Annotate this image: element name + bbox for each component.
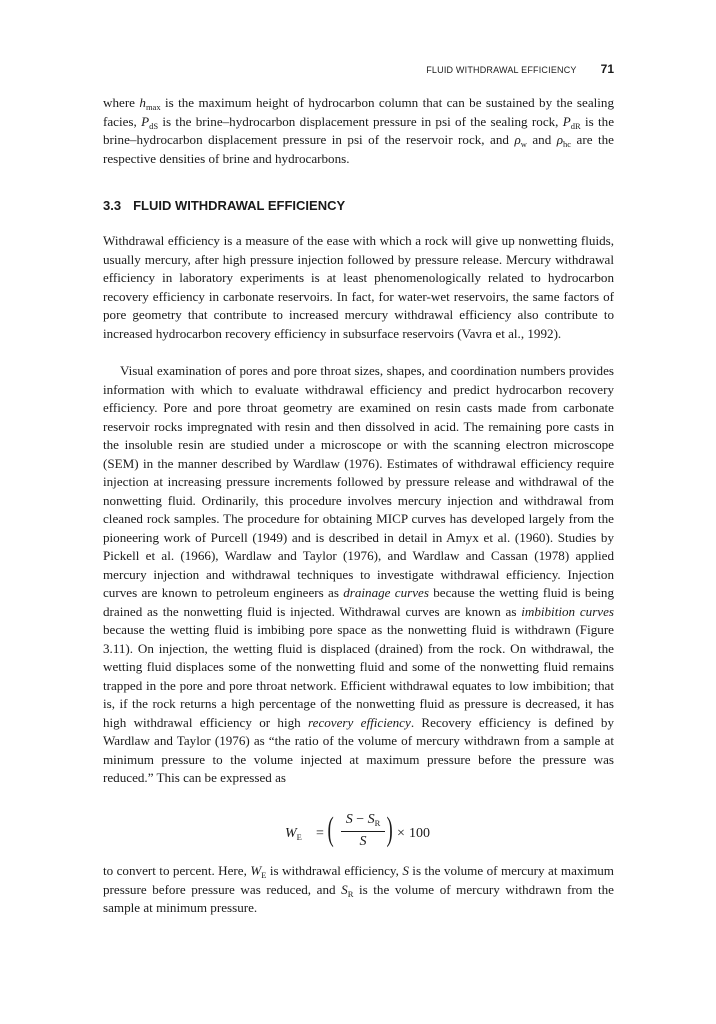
paragraph-equation-explanation: to convert to percent. Here, $W_E$ is withdrawal efficiency, S is the volume of mercury at maximum pressure before pressure was reduced, and $S_R$ is the volume of mercury withdrawn from the sample at minimum pressure. xyxy=(103,863,614,915)
equation-left-paren: ( xyxy=(327,811,334,848)
section-title: FLUID WITHDRAWAL EFFICIENCY xyxy=(133,198,346,213)
section-number: 3.3 xyxy=(103,198,122,213)
page-number: 71 xyxy=(600,62,614,76)
fraction-numerator: $S - S_R$ xyxy=(345,812,381,828)
fraction-denominator: S xyxy=(359,834,367,849)
equation-factor: 100 xyxy=(409,826,430,841)
equation-times: × xyxy=(397,826,405,841)
running-title: FLUID WITHDRAWAL EFFICIENCY xyxy=(426,65,577,75)
running-head xyxy=(103,62,614,78)
paragraph-variable-definitions: where $h_{max}$ is the maximum height of hydrocarbon column that can be sustained by the sealing facies, $P_{dS}$ is the brine–hydrocarbon displacement pressure in psi of the sealing rock, $P_{dR}$ is the brine–hydrocarbon displacement pressure in psi of the reservoir rock, and $\rho_w$ and $\rho_{hc}$ are the respective densities of brine and hydrocarbons. xyxy=(103,95,615,166)
equation-lhs: $W_E$ xyxy=(285,826,302,842)
equation-fraction xyxy=(340,812,386,850)
paragraph-withdrawal-definition: Withdrawal efficiency is a measure of the ease with which a rock will give up nonwetting fluids, usually mercury, after high pressure injection followed by pressure release. Mercury withdrawal efficiency in laboratory experiments is at least phenomenologically related to hydrocarbon recovery efficiency in carbonate reservoirs. In fact, for water-wet reservoirs, the same factors of pore geometry that contribute to increased mercury withdrawal efficiency also contribute to increased hydrocarbon recovery efficiency in subsurface reservoirs (Vavra et al., 1992). xyxy=(103,233,614,341)
paragraph-visual-examination: Visual examination of pores and pore throat sizes, shapes, and coordination numbers provides information with which to evaluate withdrawal efficiency and predict hydrocarbon recovery efficiency. Pore and pore throat geometry are examined on resin casts made from carbonate reservoir rocks impregnated with resin and then dissolved in acid. The remaining pore casts in the insoluble resin are studied under a microscope or with the scanning electron microscope (SEM) in the manner described by Wardlaw (1976). Estimates of withdrawal efficiency require injection at increasing pressure increments followed by pressure release and withdrawal of the nonwetting fluid. Ordinarily, this procedure involves mercury injection and withdrawal from cleaned rock samples. The procedure for obtaining MICP curves has developed largely from the pioneering work of Purcell (1949) and is described in detail in Amyx et al. (1960). Studies by Pickell et al. (1966), Wardlaw and Taylor (1976), and Wardlaw and Cassan (1978) applied mercury injection and withdrawal techniques to investigate withdrawal efficiency. Injection curves are known to petroleum engineers as drainage curves because the wetting fluid is being drained as the nonwetting fluid is injected. Withdrawal curves are known as imbibition curves because the wetting fluid is imbibing pore space as the nonwetting fluid is withdrawn (Figure 3.11). On injection, the wetting fluid is displaced (drained) from the rock. On withdrawal, the wetting fluid displaces some of the nonwetting fluid and some of the nonwetting fluid remains trapped in the pore and pore throat network. Efficient withdrawal equates to low imbibition; that is, if the rock returns a high percentage of the nonwetting fluid as pressure is decreased, it has high withdrawal efficiency or high recovery efficiency. Recovery efficiency is defined by Wardlaw and Taylor (1976) as “the ratio of the volume of mercury withdrawn from a sample at minimum pressure to the volume injected at maximum pressure before the pressure was reduced.” This can be expressed as xyxy=(103,363,615,785)
equation-equals: = xyxy=(316,826,324,841)
withdrawal-efficiency-equation xyxy=(285,812,445,856)
section-heading xyxy=(103,198,345,213)
equation-right-paren: ) xyxy=(386,811,393,848)
